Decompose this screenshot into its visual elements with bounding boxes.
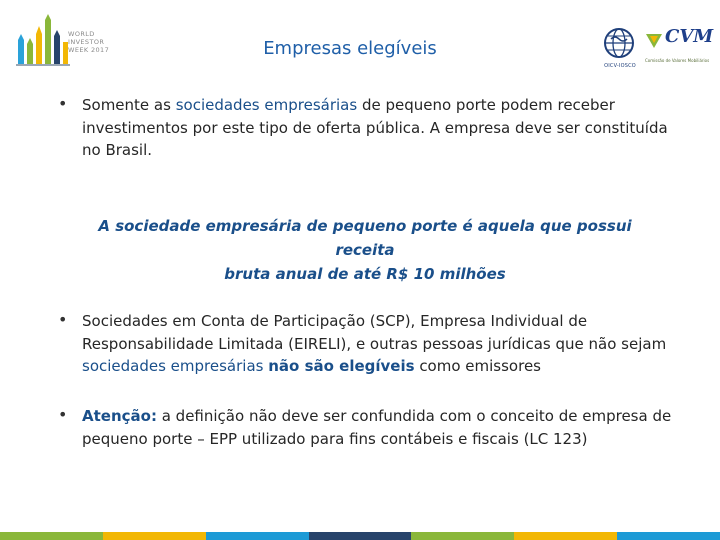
highlighted-text: sociedades empresárias — [82, 357, 264, 375]
page-title: Empresas elegíveis — [263, 38, 437, 59]
iosco-label: OICV-IOSCO — [604, 63, 636, 69]
wordmark-line: WORLD — [68, 30, 95, 38]
definition-callout — [70, 214, 660, 286]
bullet-text-segment: como emissores — [414, 357, 541, 375]
highlighted-text: sociedades empresárias — [175, 96, 358, 114]
bullet-text — [82, 310, 682, 378]
color-bar-segment — [411, 532, 514, 540]
cvm-wordmark: CVM — [665, 26, 714, 47]
bullet-text-segment: de pequeno porte podem receber investimentos por este tipo de oferta pública. A empresa deve ser constituída no Brasil. — [82, 96, 668, 159]
bullet-text-segment: a definição não deve ser confundida com o conceito de empresa de pequeno porte – EPP utilizado para fins contábeis e fiscais (LC 123) — [82, 407, 672, 448]
highlighted-text: Atenção: — [82, 407, 157, 425]
color-bar-segment — [309, 532, 412, 540]
color-bar-segment — [514, 532, 617, 540]
bullet-icon: • — [58, 405, 68, 424]
highlighted-text: não são elegíveis — [268, 357, 415, 375]
bullet-text — [82, 94, 682, 162]
color-bar-segment — [103, 532, 206, 540]
bullet-text-segment: Sociedades em Conta de Participação (SCP), Empresa Individual de Responsabilidade Limitada (EIRELI), e outras pessoas jurídicas que não sejam — [82, 312, 667, 353]
wordmark-line: WEEK 2017 — [68, 46, 110, 54]
bullet-text — [82, 405, 682, 450]
callout-line: bruta anual de até R$ 10 milhões — [224, 265, 506, 283]
cvm-subtitle: Comissão de Valores Mobiliários — [645, 58, 710, 63]
color-bar-segment — [617, 532, 720, 540]
color-bar-segment — [206, 532, 309, 540]
bullet-text-segment: Somente as — [82, 96, 176, 114]
slide-header — [0, 0, 720, 82]
wordmark-line: INVESTOR — [68, 38, 105, 46]
bullet-icon: • — [58, 94, 68, 113]
color-bar-segment — [0, 532, 103, 540]
bottom-color-bar — [0, 532, 720, 540]
world-investor-week-wordmark — [68, 30, 120, 54]
bullet-icon: • — [58, 310, 68, 329]
callout-line: A sociedade empresária de pequeno porte é aquela que possui receita — [98, 217, 632, 259]
